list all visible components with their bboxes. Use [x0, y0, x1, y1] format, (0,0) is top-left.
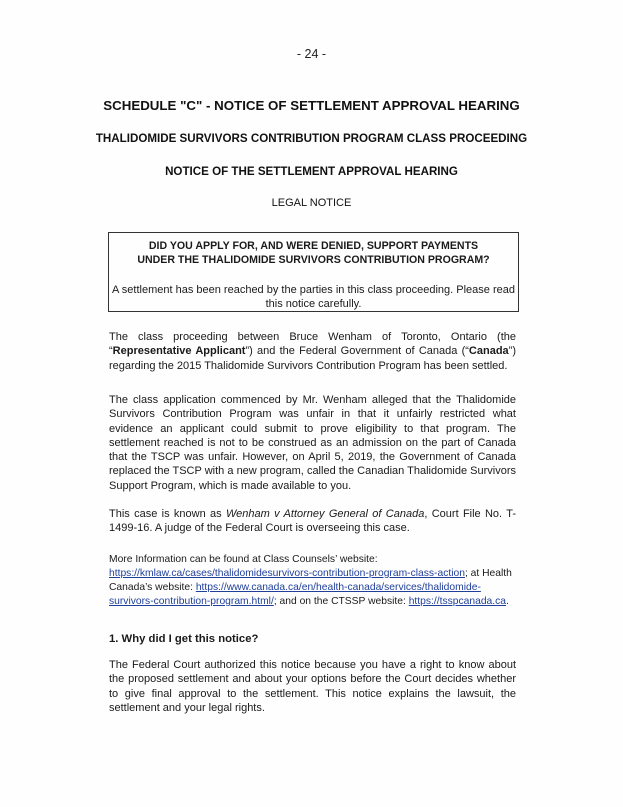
defined-term-representative-applicant: Representative Applicant	[112, 345, 246, 358]
notice-box-statement: A settlement has been reached by the parties in this class proceeding. Please read this notice carefully.	[112, 284, 515, 310]
ctssp-link[interactable]: https://tsspcanada.ca	[408, 596, 507, 607]
legal-notice-label: LEGAL NOTICE	[271, 197, 352, 209]
page-number: - 24 -	[296, 47, 327, 61]
defined-term-canada: Canada	[468, 345, 509, 358]
text: ”) and the Federal Government of Canada (“	[245, 345, 469, 358]
health-canada-link[interactable]: https://www.canada.ca/en/health-canada/services/thalidomide-survivors-contribution-program.html/	[109, 582, 481, 607]
paragraph-class-application: The class application commenced by Mr. Wenham alleged that the Thalidomide Survivors Contribution Program was unfair in that it unfairly restricted what evidence an applicant could submit to prove eligibility to that program. The settlement reached is not to be construed as an admission on the part of Canada that the TSCP was unfair. However, on April 5, 2019, the Government of Canada replaced the TSCP with a new program, called the Canadian Thalidomide Survivors Support Program, which is made available to you.	[109, 394, 516, 492]
case-name: Wenham v Attorney General of Canada	[226, 508, 425, 520]
question-line-1: DID YOU APPLY FOR, AND WERE DENIED, SUPPORT PAYMENTS	[148, 240, 479, 252]
text: ; and on the CTSSP website:	[273, 596, 409, 607]
class-counsel-link[interactable]: https://kmlaw.ca/cases/thalidomidesurvivors-contribution-program-class-action	[109, 568, 465, 579]
schedule-heading: SCHEDULE "C" - NOTICE OF SETTLEMENT APPROVAL HEARING	[103, 98, 520, 113]
paragraph-case-name	[109, 507, 516, 536]
text: ; at Health Canada’s website:	[109, 568, 512, 593]
text: , Court File No. T-1499-16. A judge of the Federal Court is overseeing this case.	[109, 508, 517, 535]
notice-heading: NOTICE OF THE SETTLEMENT APPROVAL HEARING	[165, 165, 458, 178]
paragraph-more-information	[109, 553, 516, 609]
text: This case is known as	[109, 508, 226, 520]
section-1-body: The Federal Court authorized this notice because you have a right to know about the proposed settlement and about your options before the Court decides whether to give final approval to the settlement. This notice explains the lawsuit, the settlement and your legal rights.	[109, 659, 516, 714]
section-1-heading: 1. Why did I get this notice?	[109, 633, 259, 645]
text: The class proceeding between Bruce Wenham of Toronto, Ontario (the “	[109, 331, 516, 358]
notice-box-question	[109, 239, 518, 267]
text: .	[506, 596, 509, 607]
question-line-2: UNDER THE THALIDOMIDE SURVIVORS CONTRIBUTION PROGRAM?	[137, 254, 490, 266]
text: ”) regarding the 2015 Thalidomide Survivors Contribution Program has been settled.	[109, 345, 516, 372]
paragraph-settlement-parties	[109, 330, 516, 373]
proceeding-heading: THALIDOMIDE SURVIVORS CONTRIBUTION PROGRAM CLASS PROCEEDING	[95, 132, 528, 145]
text: More Information can be found at Class Counsels’ website:	[109, 554, 378, 565]
notice-box	[108, 232, 519, 312]
